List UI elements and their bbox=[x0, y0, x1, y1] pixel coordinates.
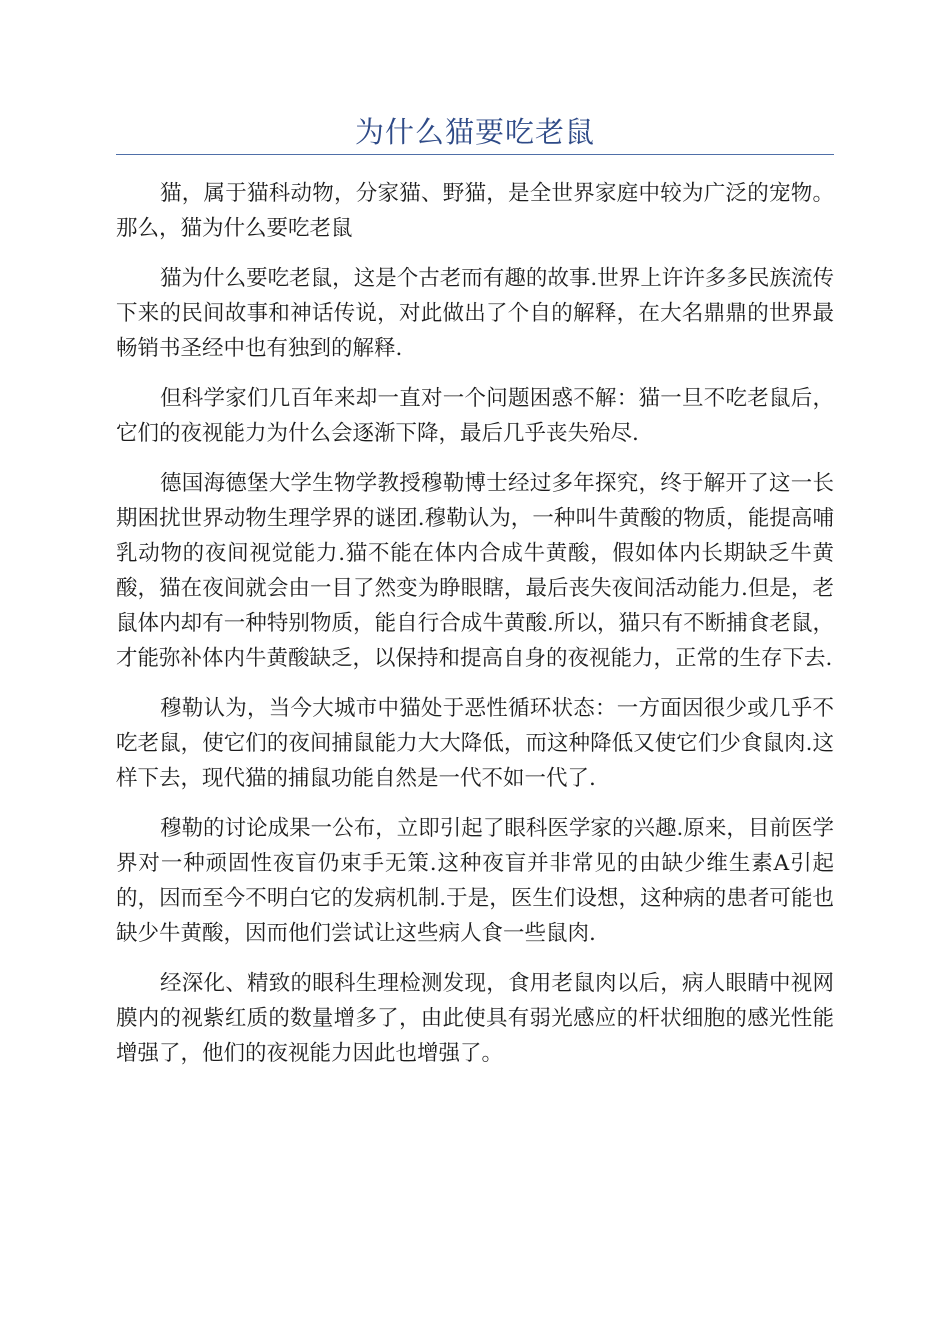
paragraph-5: 穆勒认为，当今大城市中猫处于恶性循环状态：一方面因很少或几乎不吃老鼠，使它们的夜间捕鼠能力大大降低，而这种降低又使它们少食鼠肉.这样下去，现代猫的捕鼠功能自然是一代不如一代了. bbox=[116, 696, 834, 791]
paragraph-3: 但科学家们几百年来却一直对一个问题困惑不解：猫一旦不吃老鼠后，它们的夜视能力为什么会逐渐下降，最后几乎丧失殆尽. bbox=[116, 386, 834, 446]
document-title: 为什么猫要吃老鼠 bbox=[354, 115, 595, 149]
paragraph-7: 经深化、精致的眼科生理检测发现，食用老鼠肉以后，病人眼睛中视网膜内的视紫红质的数量增多了，由此使具有弱光感应的杆状细胞的感光性能增强了，他们的夜视能力因此也增强了。 bbox=[116, 971, 834, 1066]
title-underline bbox=[116, 154, 834, 155]
paragraph-6: 穆勒的讨论成果一公布，立即引起了眼科医学家的兴趣.原来，目前医学界对一种顽固性夜盲仍束手无策.这种夜盲并非常见的由缺少维生素A引起的，因而至今不明白它的发病机制.于是，医生们设想，这种病的患者可能也缺少牛黄酸，因而他们尝试让这些病人食一些鼠肉. bbox=[116, 816, 834, 946]
paragraph-2: 猫为什么要吃老鼠，这是个古老而有趣的故事.世界上许许多多民族流传下来的民间故事和神话传说，对此做出了个自的解释，在大名鼎鼎的世界最畅销书圣经中也有独到的解释. bbox=[116, 266, 834, 361]
paragraph-1: 猫，属于猫科动物，分家猫、野猫，是全世界家庭中较为广泛的宠物。那么，猫为什么要吃老鼠 bbox=[116, 181, 834, 241]
paragraph-4: 德国海德堡大学生物学教授穆勒博士经过多年探究，终于解开了这一长期困扰世界动物生理学界的谜团.穆勒认为，一种叫牛黄酸的物质，能提高哺乳动物的夜间视觉能力.猫不能在体内合成牛黄酸，假如体内长期缺乏牛黄酸，猫在夜间就会由一目了然变为睁眼瞎，最后丧失夜间活动能力.但是，老鼠体内却有一种特别物质，能自行合成牛黄酸.所以，猫只有不断捕食老鼠，才能弥补体内牛黄酸缺乏，以保持和提高自身的夜视能力，正常的生存下去. bbox=[116, 471, 834, 671]
document-body bbox=[116, 176, 834, 1086]
